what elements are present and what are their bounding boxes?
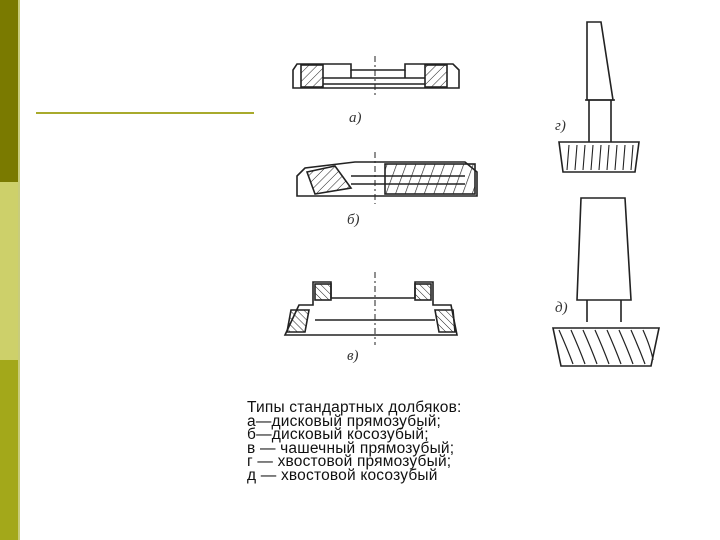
sidebar-bar-middle [0, 182, 18, 360]
cutter-d-drawing [553, 198, 659, 366]
caption-line-b: б—дисковый косозубый; [247, 426, 429, 443]
label-v: в) [347, 348, 359, 364]
sidebar-bar-bottom [0, 360, 18, 540]
sidebar-bar-top [0, 0, 18, 182]
cutter-a-drawing [293, 56, 459, 96]
shaper-cutters-drawing [255, 0, 675, 395]
cutter-b-drawing [297, 152, 477, 204]
caption-line-v: в — чашечный прямозубый; [247, 439, 455, 457]
cutter-v-drawing [285, 272, 457, 345]
cutter-g-drawing [559, 22, 639, 172]
title-rule [36, 112, 254, 114]
label-a: а) [349, 110, 362, 126]
caption-line-d: д — хвостовой косозубый [247, 466, 438, 484]
label-g: г) [555, 118, 566, 134]
label-b: б) [347, 212, 360, 228]
caption-title: Типы стандартных долбяков: [247, 399, 462, 416]
label-d: д) [555, 300, 568, 316]
sidebar-edge [18, 0, 20, 540]
figure-caption [247, 401, 687, 482]
caption-line-a: а—дисковый прямозубый; [247, 412, 442, 430]
caption-line-g: г — хвостовой прямозубый; [247, 453, 452, 470]
